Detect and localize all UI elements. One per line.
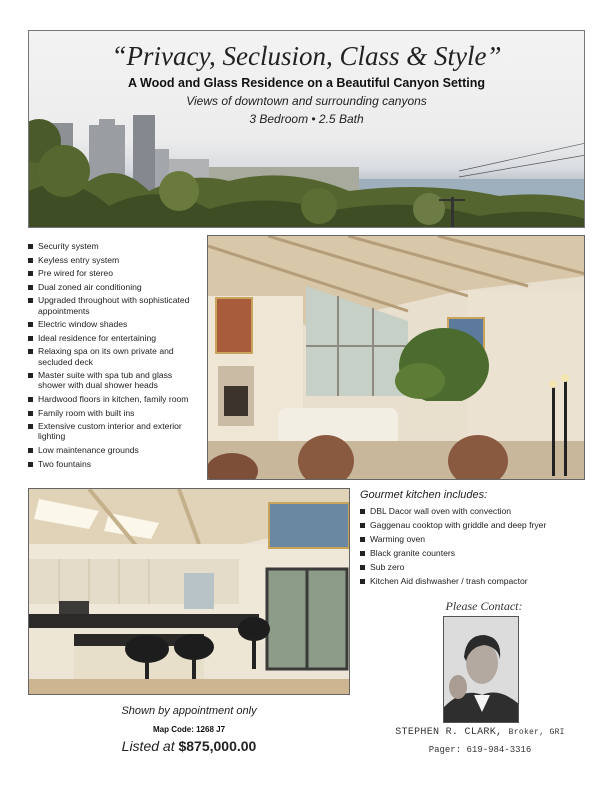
listing-price xyxy=(28,738,350,754)
agent-name-text: STEPHEN R. CLARK, xyxy=(395,727,503,738)
views-text: Views of downtown and surrounding canyons xyxy=(186,94,427,108)
appointment-note: Shown by appointment only xyxy=(121,705,257,717)
headline-subtitle: A Wood and Glass Residence on a Beautiful Canyon Setting xyxy=(128,76,485,90)
agent-photo xyxy=(443,616,519,723)
list-item: Relaxing spa on its own private and secluded deck xyxy=(28,346,200,366)
list-item: Gaggenau cooktop with griddle and deep fryer xyxy=(360,520,600,530)
list-item: Upgraded throughout with sophisticated appointments xyxy=(28,295,200,315)
list-item: Black granite counters xyxy=(360,548,600,558)
list-item: DBL Dacor wall oven with convection xyxy=(360,506,600,516)
bedrooms-baths-text: 3 Bedroom • 2.5 Bath xyxy=(249,112,364,126)
features-list xyxy=(28,241,200,472)
list-item: Pre wired for stereo xyxy=(28,268,200,278)
kitchen-photo xyxy=(28,488,350,695)
list-item: Two fountains xyxy=(28,459,200,469)
list-item: Security system xyxy=(28,241,200,251)
headline-title: “Privacy, Seclusion, Class & Style” xyxy=(111,41,502,71)
list-item: Warming oven xyxy=(360,534,600,544)
list-item: Extensive custom interior and exterior lighting xyxy=(28,421,200,441)
living-room-photo xyxy=(207,235,585,480)
kitchen-title: Gourmet kitchen includes: xyxy=(360,489,488,501)
list-item: Sub zero xyxy=(360,562,600,572)
agent-pager: Pager: 619-984-3316 xyxy=(428,745,532,755)
list-item: Electric window shades xyxy=(28,319,200,329)
list-item: Ideal residence for entertaining xyxy=(28,333,200,343)
contact-label: Please Contact: xyxy=(445,599,523,613)
price-value: $875,000.00 xyxy=(178,738,257,754)
agent-name xyxy=(360,727,600,738)
list-item: Family room with built ins xyxy=(28,408,200,418)
list-item: Hardwood floors in kitchen, family room xyxy=(28,394,200,404)
hero-panorama xyxy=(28,30,585,228)
listed-label: Listed at xyxy=(121,738,175,754)
map-code: Map Code: 1268 J7 xyxy=(152,725,226,734)
list-item: Dual zoned air conditioning xyxy=(28,282,200,292)
kitchen-features-list xyxy=(360,506,600,591)
list-item: Keyless entry system xyxy=(28,255,200,265)
list-item: Low maintenance grounds xyxy=(28,445,200,455)
agent-title: Broker, GRI xyxy=(508,728,565,737)
list-item: Kitchen Aid dishwasher / trash compactor xyxy=(360,576,600,586)
list-item: Master suite with spa tub and glass shower with dual shower heads xyxy=(28,370,200,390)
